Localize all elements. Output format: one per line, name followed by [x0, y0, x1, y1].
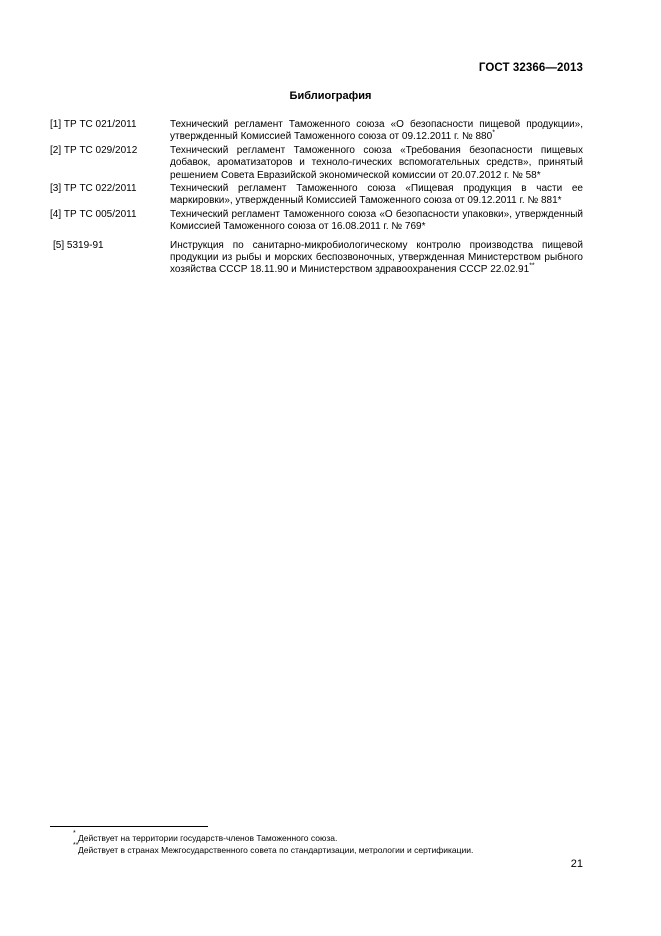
entry-reference: [3] ТР ТС 022/2011	[50, 183, 137, 195]
footnotes	[73, 830, 474, 856]
footnote	[73, 842, 474, 856]
bibliography-list	[50, 119, 583, 278]
standard-code: ГОСТ 32366—2013	[478, 62, 583, 74]
bibliography-entry	[50, 240, 583, 277]
page-number: 21	[570, 858, 583, 870]
footnote-divider	[50, 826, 208, 827]
entry-reference: [5] 5319-91	[53, 239, 104, 251]
bibliography-entry	[50, 209, 583, 234]
section-title: Библиография	[289, 90, 372, 102]
footnote-text: Действует в странах Межгосударственного совета по стандартизации, метрологии и сертификации.	[78, 845, 474, 855]
footnote-marker: *	[492, 130, 495, 138]
entry-reference: [1] ТР ТС 021/2011	[50, 119, 137, 130]
footnote-text: Действует на территории государств-членов Таможенного союза.	[78, 833, 338, 843]
entry-description: Инструкция по санитарно-микробиологическому контролю производства пищевой продукции из рыбы и морских беспозвоночных, утвержденная Министерством рыбного хозяйства СССР 18.11.90 и Министерством здравоохранения СССР 22.02.91**	[170, 239, 583, 276]
entry-description: Технический регламент Таможенного союза «О безопасности пищевой продукции», утвержденный Комиссией Таможенного союза от 09.12.2011 г. № 880*	[170, 119, 583, 143]
entry-description: Технический регламент Таможенного союза «О безопасности упаковки», утвержденный Комиссией Таможенного союза от 16.08.2011 г. № 769*	[170, 208, 583, 233]
entry-description: Технический регламент Таможенного союза «Требования безопасности пищевых добавок, ароматизаторов и техноло-гических вспомогательных средств», принятый решением Совета Евразийской экономической комиссии от 20.07.2012 г. № 58*	[170, 144, 583, 181]
entry-reference: [4] ТР ТС 005/2011	[50, 208, 137, 220]
bibliography-entry	[50, 183, 583, 208]
footnote-mark: *	[73, 830, 76, 837]
footnote-mark: **	[73, 842, 79, 849]
entry-reference: [2] ТР ТС 029/2012	[50, 144, 138, 156]
bibliography-entry	[50, 145, 583, 182]
entry-description: Технический регламент Таможенного союза «Пищевая продукция в части ее маркировки», утвержденный Комиссией Таможенного союза от 09.12.2011 г. № 881*	[170, 183, 583, 207]
footnote-marker: **	[529, 263, 535, 271]
footnote	[73, 830, 473, 844]
bibliography-entry	[50, 119, 583, 144]
